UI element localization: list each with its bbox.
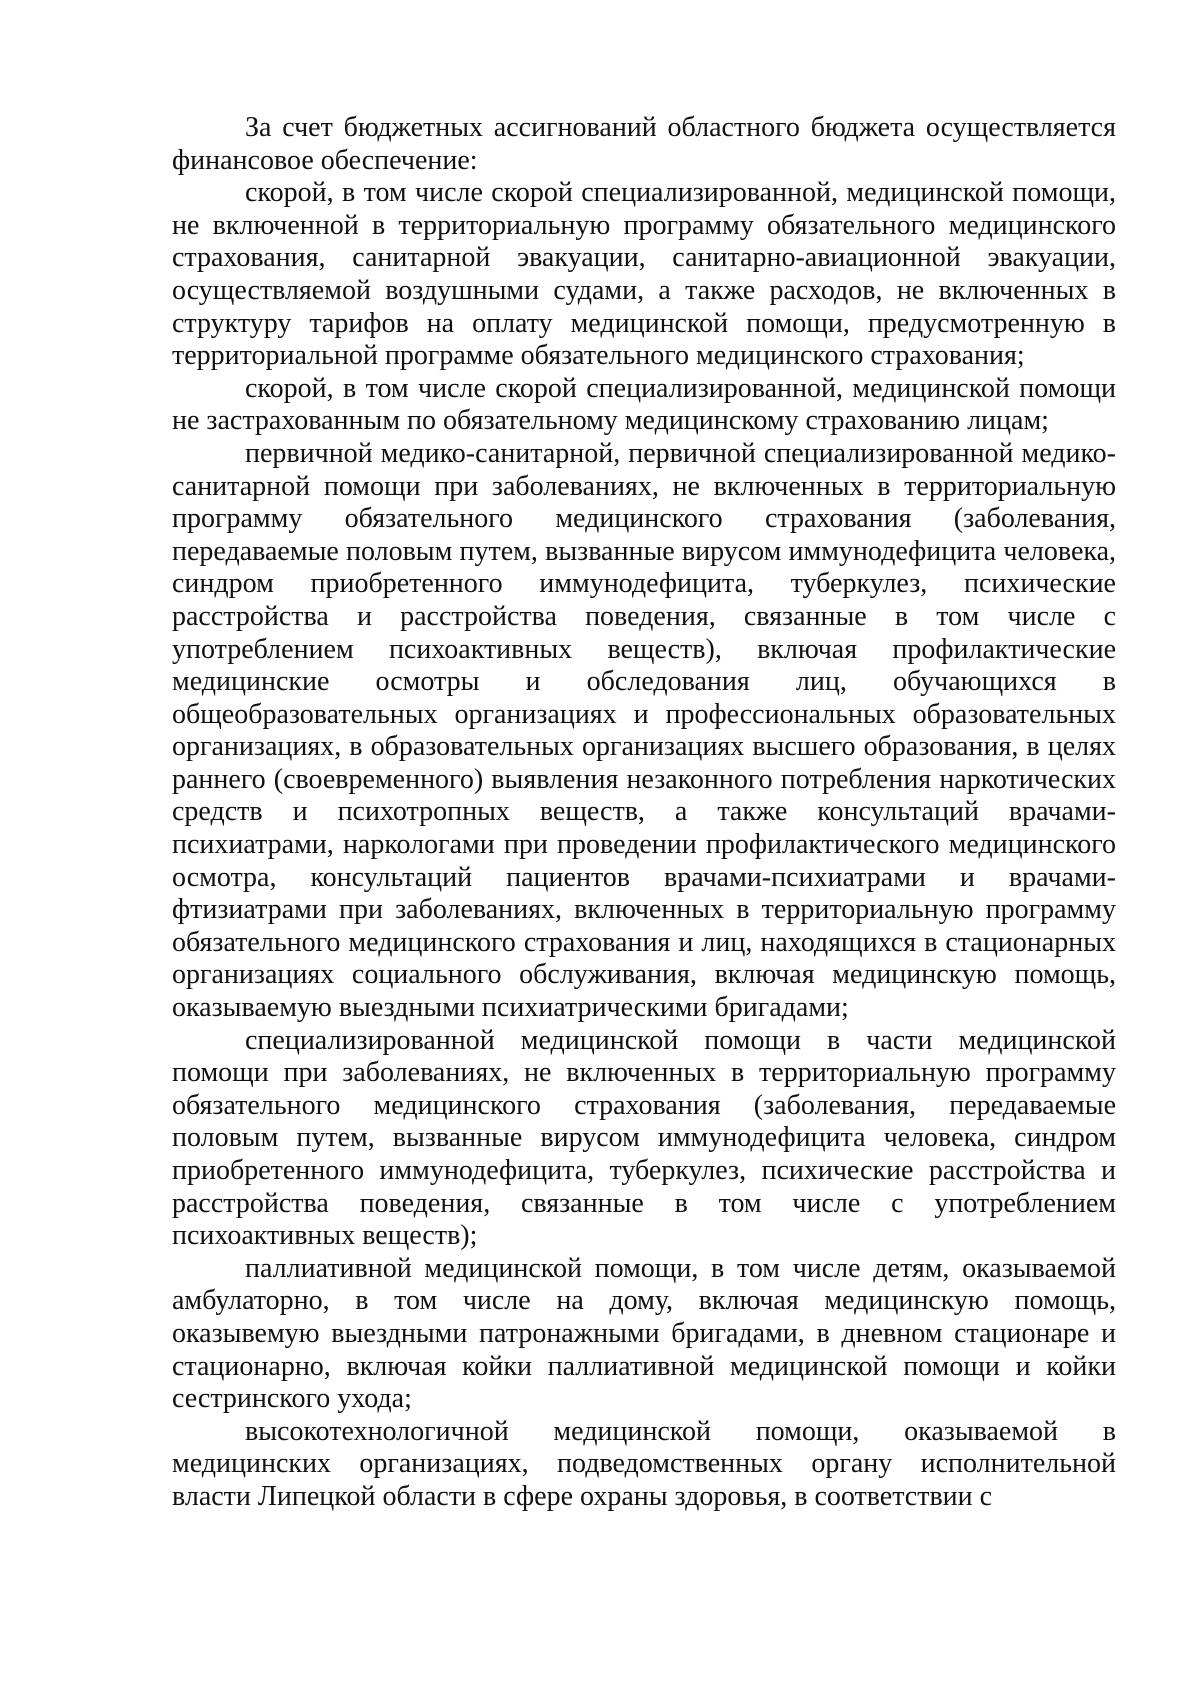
paragraph-intro: За счет бюджетных ассигнований областного бюджета осуществляется финансовое обеспечение: xyxy=(172,112,1116,176)
paragraph-primary-care: первичной медико-санитарной, первичной специализированной медико-санитарной помощи при заболеваниях, не включенных в территориальную программу обязательного медицинского страхования (заболевания, передаваемые половым путем, вызванные вирусом иммунодефицита человека, синдром приобретенного иммунодефицита, туберкулез, психические расстройства и расстройства поведения, связанные в том числе с употреблением психоактивных веществ), включая профилактические медицинские осмотры и обследования лиц, обучающихся в общеобразовательных организациях и профессиональных образовательных организациях, в образовательных организациях высшего образования, в целях раннего (своевременного) выявления незаконного потребления наркотических средств и психотропных веществ, а также консультаций врачами-психиатрами, наркологами при проведении профилактического медицинского осмотра, консультаций пациентов врачами-психиатрами и врачами-фтизиатрами при заболеваниях, включенных в территориальную программу обязательного медицинского страхования и лиц, находящихся в стационарных организациях социального обслуживания, включая медицинскую помощь, оказываемую выездными психиатрическими бригадами; xyxy=(172,437,1116,1024)
paragraph-emergency-uninsured: скорой, в том числе скорой специализированной, медицинской помощи не застрахованным по обязательному медицинскому страхованию лицам; xyxy=(172,372,1116,437)
paragraph-high-tech-care: высокотехнологичной медицинской помощи, оказываемой в медицинских организациях, подведомственных органу исполнительной власти Липецкой области в сфере охраны здоровья, в соответствии с xyxy=(172,1415,1116,1512)
paragraph-palliative-care: паллиативной медицинской помощи, в том числе детям, оказываемой амбулаторно, в том числе на дому, включая медицинскую помощь, оказывемую выездными патронажными бригадами, в дневном стационаре и стационарно, включая койки паллиативной медицинской помощи и койки сестринского ухода; xyxy=(172,1252,1116,1415)
paragraph-emergency-care: скорой, в том числе скорой специализированной, медицинской помощи, не включенной в территориальную программу обязательного медицинского страхования, санитарной эвакуации, санитарно-авиационной эвакуации, осуществляемой воздушными судами, а также расходов, не включенных в структуру тарифов на оплату медицинской помощи, предусмотренную в территориальной программе обязательного медицинского страхования; xyxy=(172,177,1116,372)
document-body xyxy=(172,112,1116,1514)
paragraph-specialized-care: специализированной медицинской помощи в части медицинской помощи при заболеваниях, не включенных в территориальную программу обязательного медицинского страхования (заболевания, передаваемые половым путем, вызванные вирусом иммунодефицита человека, синдром приобретенного иммунодефицита, туберкулез, психические расстройства и расстройства поведения, связанные в том числе с употреблением психоактивных веществ); xyxy=(172,1024,1116,1252)
